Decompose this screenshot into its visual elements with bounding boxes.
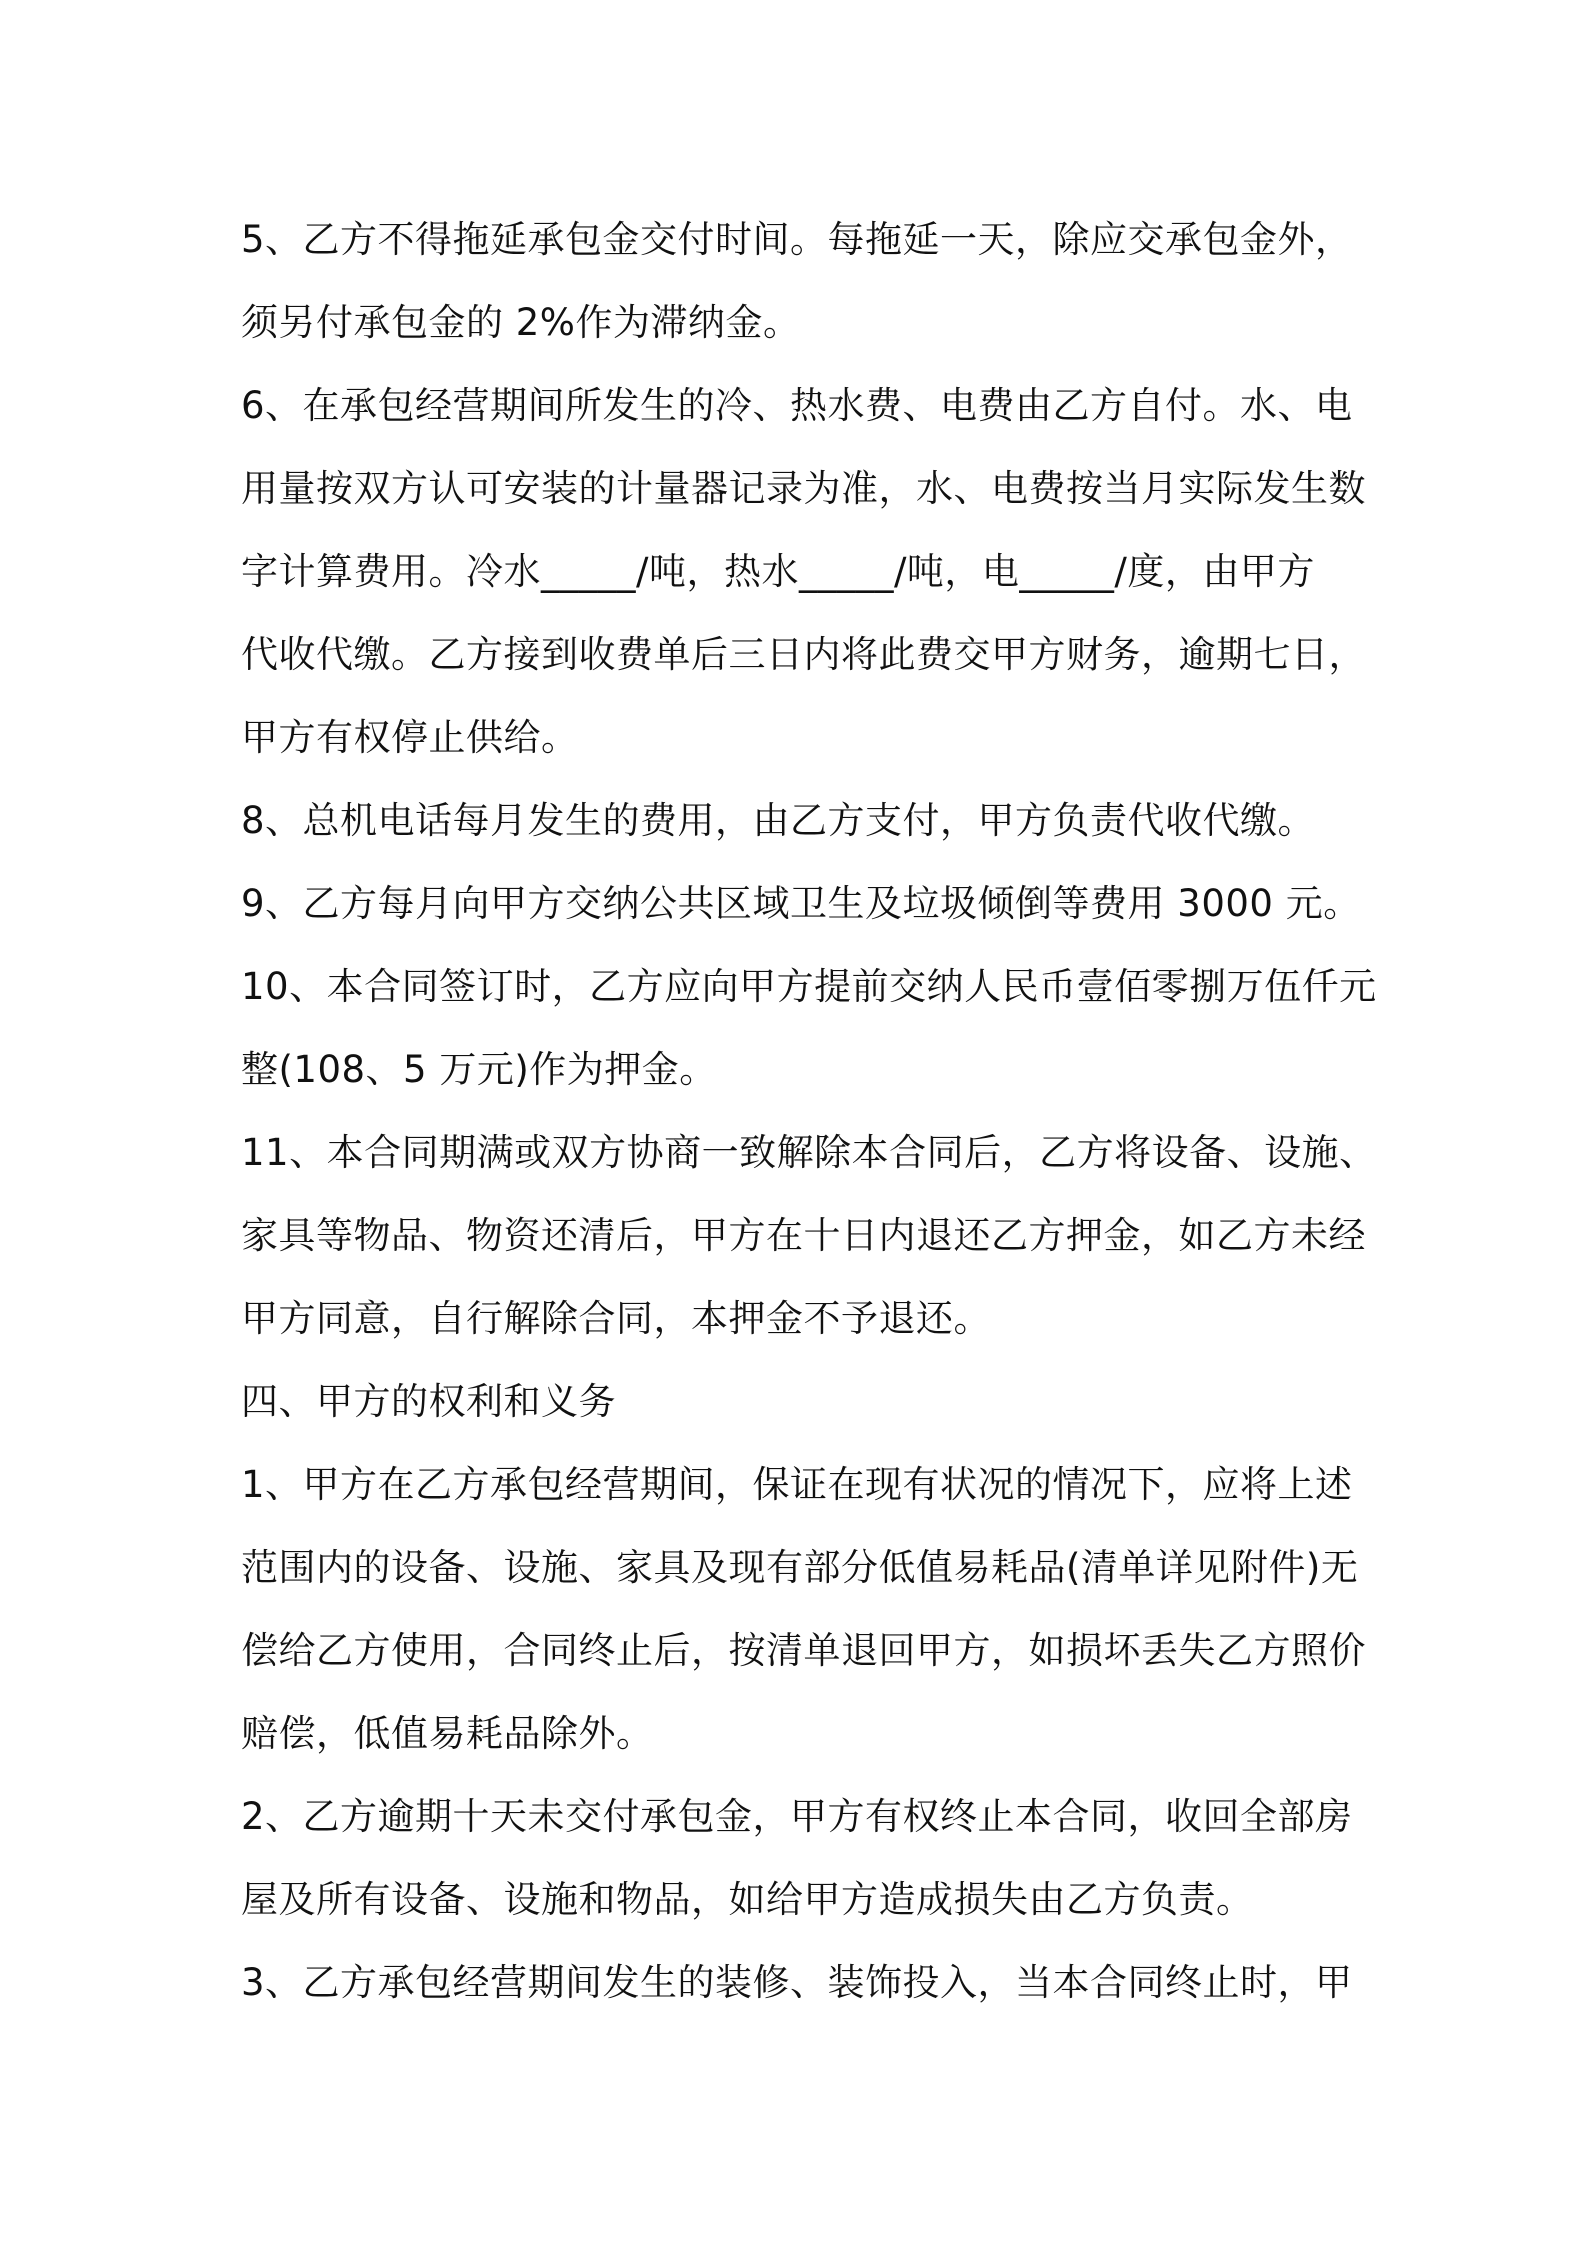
document-body	[241, 198, 1377, 2024]
text-line: 屋及所有设备、设施和物品，如给甲方造成损失由乙方负责。	[241, 1878, 1254, 1921]
text-line: 6、在承包经营期间所发生的冷、热水费、电费由乙方自付。水、电	[241, 384, 1353, 427]
text-line: 2、乙方逾期十天未交付承包金，甲方有权终止本合同，收回全部房	[241, 1795, 1353, 1838]
text-line: 甲方有权停止供给。	[241, 716, 579, 759]
text-line: 赔偿，低值易耗品除外。	[241, 1712, 654, 1755]
text-line: 整(108、5 万元)作为押金。	[241, 1048, 717, 1091]
section-heading: 四、甲方的权利和义务	[241, 1380, 616, 1423]
text-line: 5、乙方不得拖延承包金交付时间。每拖延一天，除应交承包金外，	[241, 218, 1353, 261]
text-line: 10、本合同签订时，乙方应向甲方提前交纳人民币壹佰零捌万伍仟元	[241, 965, 1377, 1008]
text-line: 偿给乙方使用，合同终止后，按清单退回甲方，如损坏丢失乙方照价	[241, 1629, 1366, 1672]
text-line: 9、乙方每月向甲方交纳公共区域卫生及垃圾倾倒等费用 3000 元。	[241, 882, 1361, 925]
text-line: 1、甲方在乙方承包经营期间，保证在现有状况的情况下，应将上述	[241, 1463, 1353, 1506]
text-line: 字计算费用。冷水_____/吨，热水_____/吨，电_____/度，由甲方	[241, 550, 1315, 593]
text-line: 甲方同意，自行解除合同，本押金不予退还。	[241, 1297, 991, 1340]
text-line: 代收代缴。乙方接到收费单后三日内将此费交甲方财务，逾期七日，	[241, 633, 1366, 676]
text-line: 须另付承包金的 2%作为滞纳金。	[241, 301, 801, 344]
text-line: 8、总机电话每月发生的费用，由乙方支付，甲方负责代收代缴。	[241, 799, 1316, 842]
text-line: 11、本合同期满或双方协商一致解除本合同后，乙方将设备、设施、	[241, 1131, 1377, 1174]
text-line: 范围内的设备、设施、家具及现有部分低值易耗品(清单详见附件)无	[241, 1546, 1359, 1589]
text-line: 3、乙方承包经营期间发生的装修、装饰投入，当本合同终止时，甲	[241, 1961, 1353, 2004]
text-line: 家具等物品、物资还清后，甲方在十日内退还乙方押金，如乙方未经	[241, 1214, 1366, 1257]
text-line: 用量按双方认可安装的计量器记录为准，水、电费按当月实际发生数	[241, 467, 1366, 510]
